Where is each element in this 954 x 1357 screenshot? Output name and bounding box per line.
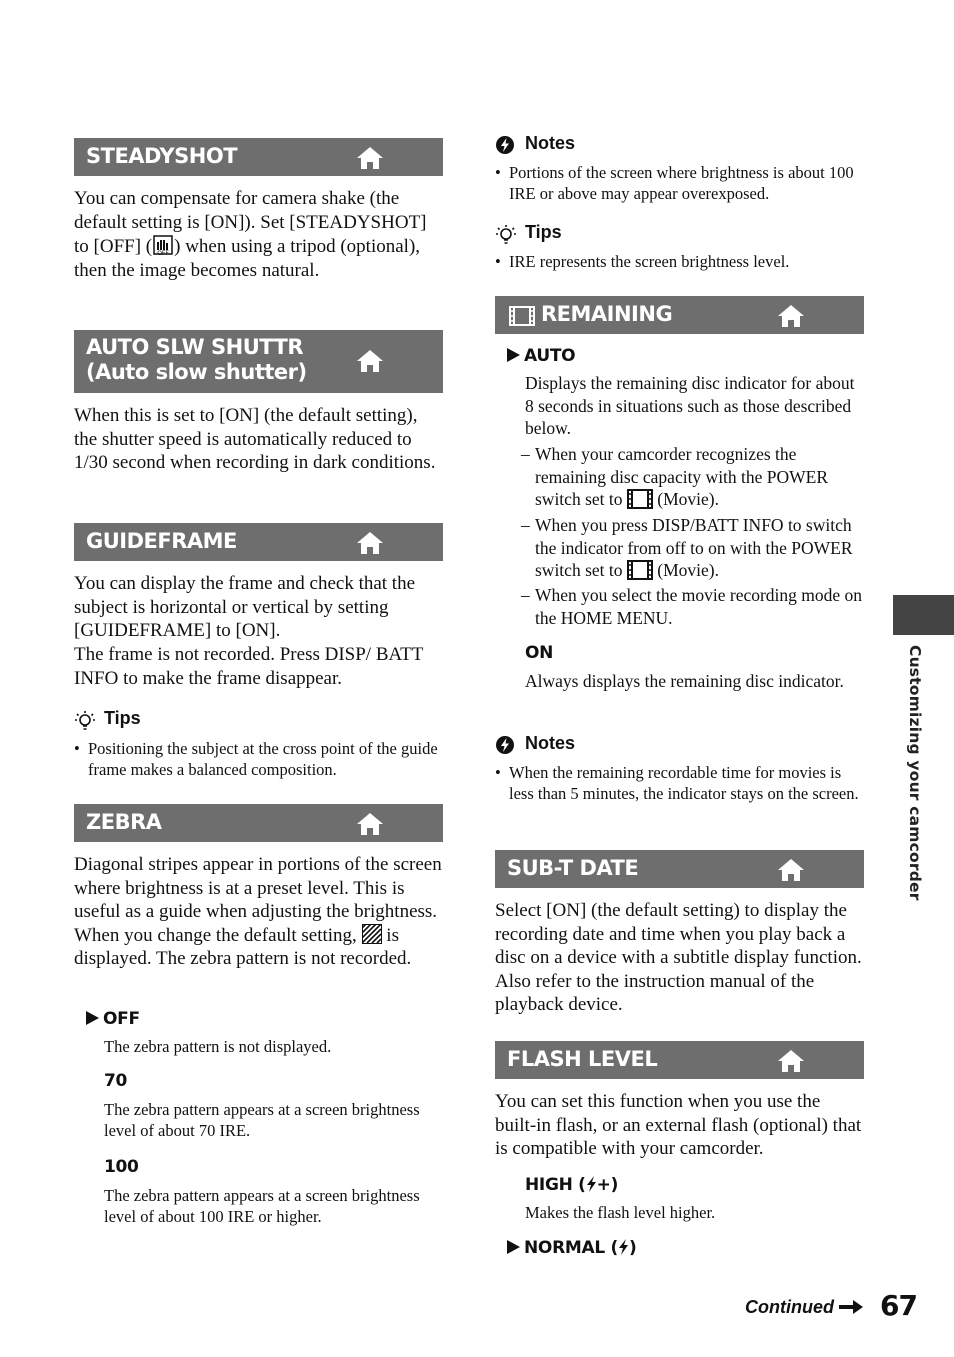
- continued-label: Continued: [745, 1297, 863, 1318]
- zebra-option-70: 70: [104, 1071, 128, 1091]
- flash-level-header: [495, 1041, 864, 1079]
- steadyshot-off-icon: [152, 234, 174, 256]
- home-icon: [777, 1049, 805, 1073]
- notes-icon: [495, 135, 515, 155]
- steadyshot-title: STEADYSHOT: [86, 144, 238, 168]
- flash-high-desc: Makes the flash level higher.: [525, 1203, 716, 1222]
- sub-t-date-header: [495, 850, 864, 888]
- steadyshot-body: You can compensate for camera shake (the default setting is [ON]). Set [STEADYSHOT] to [OFF] ( OFF ) when using a tripod (optional), then the image becomes natural.: [74, 188, 427, 281]
- guideframe-body-2: The frame is not recorded. Press DISP/ BATT INFO to make the frame disappear.: [74, 644, 423, 689]
- page-number: 67: [880, 1289, 917, 1322]
- default-setting-triangle-icon: [507, 348, 520, 362]
- steadyshot-header: [74, 138, 443, 176]
- notes-heading: Notes: [495, 133, 695, 157]
- remaining-on-desc: Always displays the remaining disc indicator.: [525, 671, 844, 691]
- guideframe-tips: Tips: [74, 708, 274, 732]
- guideframe-title: GUIDEFRAME: [86, 529, 237, 553]
- flash-level-body: You can set this function when you use the built-in flash, or an external flash (optional) that is compatible with your camcorder.: [495, 1091, 862, 1160]
- remaining-auto-desc: Displays the remaining disc indicator for about 8 seconds in situations such as those described below.: [525, 373, 855, 438]
- zebra-100-desc: The zebra pattern appears at a screen brightness level of about 100 IRE or higher.: [104, 1186, 420, 1226]
- sub-t-date-title: SUB-T DATE: [507, 856, 639, 880]
- zebra-option-off: OFF: [86, 1009, 140, 1029]
- auto-slw-shuttr-header: [74, 330, 443, 393]
- flash-icon: [586, 1176, 597, 1192]
- default-setting-triangle-icon: [86, 1011, 99, 1025]
- remaining-option-auto: AUTO: [507, 346, 575, 366]
- guideframe-body-1: You can display the frame and check that the subject is horizontal or vertical by setting [GUIDEFRAME] to [ON].: [74, 573, 416, 642]
- zebra-title: ZEBRA: [86, 810, 162, 834]
- home-icon: [356, 146, 384, 170]
- flash-level-title: FLASH LEVEL: [507, 1047, 658, 1071]
- remaining-notes-heading: Notes: [495, 733, 695, 757]
- remaining-option-on: ON: [525, 643, 554, 663]
- sub-t-date-body: Select [ON] (the default setting) to display the recording date and time when you play back a disc on a device with a subtitle display function. Also refer to the instruction manual of the playback device.: [495, 900, 862, 1016]
- flash-option-normal: NORMAL ( ): [507, 1238, 636, 1258]
- movie-icon: [509, 306, 535, 326]
- zebra-body: Diagonal stripes appear in portions of the screen where brightness is at a preset level. This is useful as a guide when adjusting the brightness. When you change the default setting, is displayed. The zebra pattern is not recorded.: [74, 854, 442, 970]
- zebra-option-100: 100: [104, 1157, 139, 1177]
- flash-icon: [618, 1239, 629, 1255]
- notes-icon: [495, 735, 515, 755]
- auto-slw-shuttr-body: When this is set to [ON] (the default setting), the shutter speed is automatically reduced to 1/30 second when recording in dark conditions.: [74, 405, 436, 474]
- svg-text:OFF: OFF: [157, 250, 169, 257]
- remaining-header: [495, 296, 864, 334]
- guideframe-header: [74, 523, 443, 561]
- default-setting-triangle-icon: [507, 1240, 520, 1254]
- home-icon: [356, 812, 384, 836]
- auto-slw-shuttr-title: AUTO SLW SHUTTR (Auto slow shutter): [86, 335, 307, 384]
- movie-icon: [627, 489, 653, 509]
- home-icon: [777, 304, 805, 328]
- home-icon: [777, 858, 805, 882]
- home-icon: [356, 531, 384, 555]
- tips-bulb-icon: [495, 224, 517, 246]
- remaining-title: REMAINING: [541, 302, 673, 326]
- section-tab-marker: [893, 595, 954, 635]
- side-section-label: Customizing your camcorder: [906, 645, 924, 901]
- zebra-70-desc: The zebra pattern appears at a screen brightness level of about 70 IRE.: [104, 1100, 420, 1140]
- movie-icon: [627, 560, 653, 580]
- zebra-icon: [362, 924, 382, 944]
- flash-option-high: HIGH ( +): [525, 1175, 619, 1195]
- arrow-right-icon: [839, 1299, 863, 1315]
- tips-bulb-icon: [74, 710, 96, 732]
- home-icon: [356, 349, 384, 373]
- zebra-header: [74, 804, 443, 842]
- tips-heading: Tips: [495, 222, 695, 246]
- zebra-off-desc: The zebra pattern is not displayed.: [104, 1037, 332, 1056]
